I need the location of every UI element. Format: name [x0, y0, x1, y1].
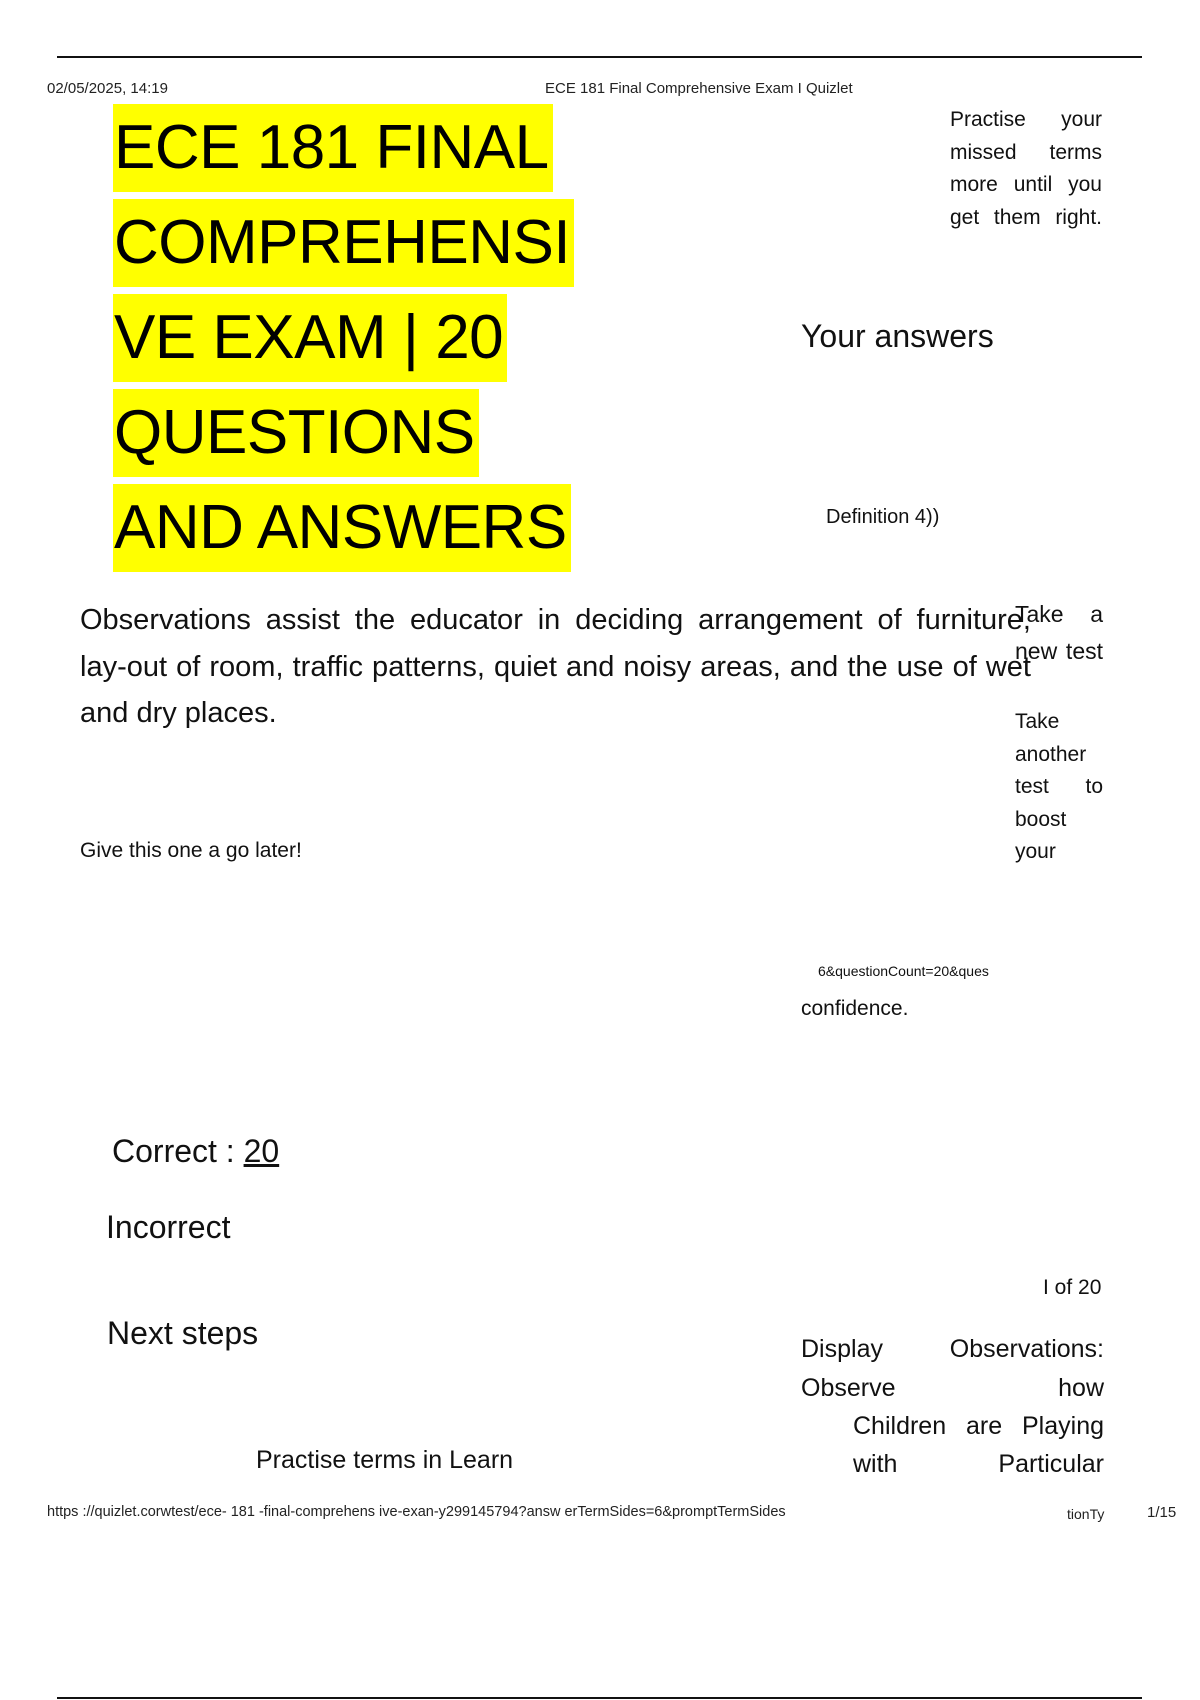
incorrect-label: Incorrect	[106, 1209, 231, 1245]
title-line: VE EXAM | 20	[113, 294, 507, 382]
page-number: 1/15	[1147, 1504, 1177, 1521]
url-fragment: 6&questionCount=20&ques	[818, 963, 989, 979]
header-page-title: ECE 181 Final Comprehensive Exam I Quizlet	[545, 80, 853, 97]
definition-text: Observations assist the educator in deciding arrangement of furniture, lay-out of room, traffic patterns, quiet and noisy areas, and the use of wet and dry places.	[80, 604, 1031, 729]
practise-missed-note: Practise your missed terms more until you get them right.	[950, 108, 1102, 229]
children-playing-text: Children are Playing with Particular	[853, 1412, 1104, 1478]
give-later-button[interactable]: Give this one a go later!	[80, 839, 302, 862]
footer-fragment: tionTy	[1067, 1506, 1105, 1522]
take-another-test-text: Take another test to boost your	[1015, 710, 1103, 863]
footer-url: https ://quizlet.corwtest/ece- 181 -final-comprehens ive-exan-y299145794?answ erTermSides=6&promptTermSides	[47, 1504, 786, 1520]
top-rule	[57, 56, 1142, 58]
take-new-test-button[interactable]: Take a new test	[1015, 601, 1103, 664]
definition-label: Definition 4))	[826, 506, 940, 528]
correct-score	[112, 1133, 279, 1170]
correct-value: 20	[243, 1133, 280, 1169]
display-observations-text: Display Observations: Observe how	[801, 1335, 1104, 1402]
title-line: ECE 181 FINAL	[113, 104, 553, 192]
bottom-rule	[57, 1697, 1142, 1699]
practise-in-learn-button[interactable]: Practise terms in Learn	[256, 1446, 514, 1474]
title-line: QUESTIONS	[113, 389, 479, 477]
next-steps-heading: Next steps	[107, 1315, 259, 1351]
title-line: COMPREHENSI	[113, 199, 574, 287]
title-line: AND ANSWERS	[113, 484, 571, 572]
correct-label: Correct :	[112, 1133, 235, 1169]
your-answers-heading: Your answers	[801, 318, 994, 354]
header-datetime: 02/05/2025, 14:19	[47, 80, 168, 97]
question-counter: I of 20	[1043, 1276, 1102, 1299]
confidence-text: confidence.	[801, 997, 909, 1020]
exam-title	[113, 104, 633, 579]
